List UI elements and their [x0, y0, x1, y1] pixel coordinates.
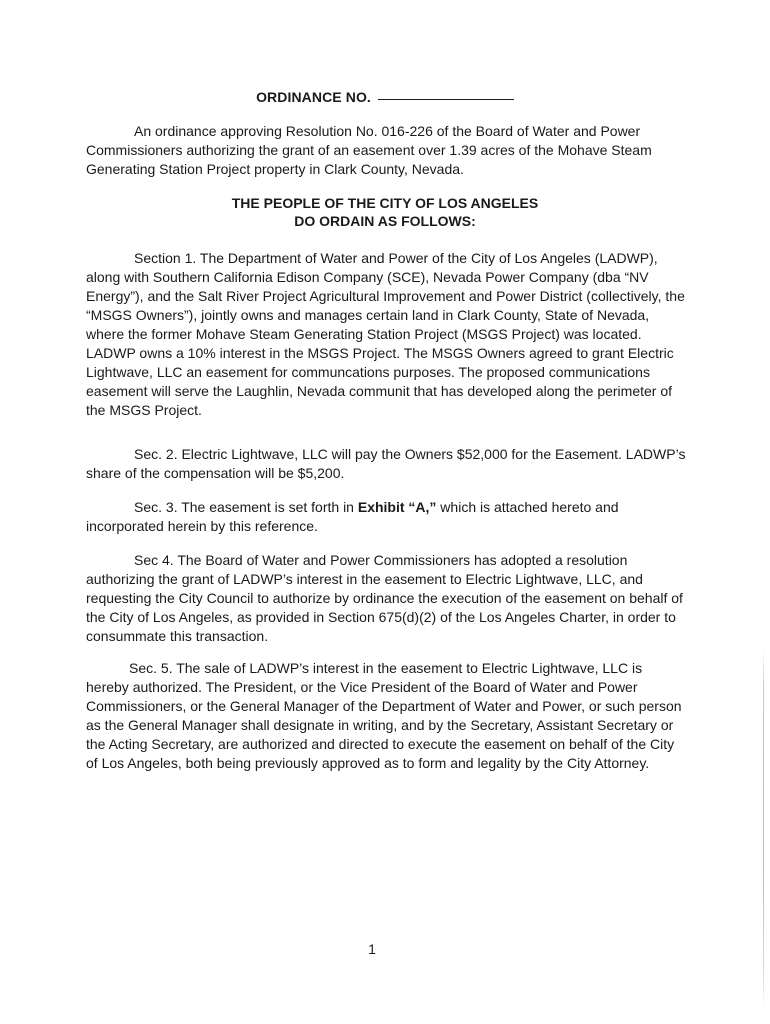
section-3-paragraph	[86, 498, 686, 536]
intro-paragraph: An ordinance approving Resolution No. 016-226 of the Board of Water and Power Commissioners authorizing the grant of an easement over 1.39 acres of the Mohave Steam Generating Station Project property in Clark County, Nevada.	[86, 123, 652, 177]
ordinance-title	[0, 89, 770, 105]
section-3-text-start: Sec. 3. The easement is set forth in	[134, 499, 358, 515]
page-number: 1	[368, 941, 376, 957]
enacting-clause-line-1: THE PEOPLE OF THE CITY OF LOS ANGELES	[231, 195, 539, 211]
enacting-clause	[0, 194, 770, 230]
section-1-paragraph: Section 1. The Department of Water and Power of the City of Los Angeles (LADWP), along with Southern California Edison Company (SCE), Nevada Power Company (dba “NV Energy”), and the Salt River Project Agricultural Improvement and Power District (collectively, the “MSGS Owners”), jointly owns and manages certain land in Clark County, State of Nevada, where the former Mohave Steam Generating Station Project (MSGS Project) was located. LADWP owns a 10% interest in the MSGS Project. The MSGS Owners agreed to grant Electric Lightwave, LLC an easement for communcations purposes. The proposed communications easement will serve the Laughlin, Nevada communit that has developed along the perimeter of the MSGS Project.	[86, 250, 685, 418]
scan-edge-line	[763, 650, 764, 1010]
ordinance-title-label: ORDINANCE NO.	[256, 89, 371, 105]
exhibit-a-reference: Exhibit “A,”	[357, 499, 437, 515]
section-3-text-end: which is attached hereto and incorporated herein by this reference.	[86, 499, 619, 534]
enacting-clause-line-2: DO ORDAIN AS FOLLOWS:	[294, 213, 476, 229]
section-2-paragraph: Sec. 2. Electric Lightwave, LLC will pay the Owners $52,000 for the Easement. LADWP’s share of the compensation will be $5,200.	[86, 446, 686, 481]
section-4-paragraph: Sec 4. The Board of Water and Power Commissioners has adopted a resolution authorizing the grant of LADWP’s interest in the easement to Electric Lightwave, LLC, and requesting the City Council to authorize by ordinance the execution of the easement on behalf of the City of Los Angeles, as provided in Section 675(d)(2) of the Los Angeles Charter, in order to consummate this transaction.	[86, 552, 683, 644]
section-5-paragraph: Sec. 5. The sale of LADWP’s interest in the easement to Electric Lightwave, LLC is hereby authorized. The President, or the Vice President of the Board of Water and Power Commissioners, or the General Manager of the Department of Water and Power, or such person as the General Manager shall designate in writing, and by the Secretary, Assistant Secretary or the Acting Secretary, are authorized and directed to execute the easement on behalf of the City of Los Angeles, both being previously approved as to form and legality by the City Attorney.	[86, 660, 682, 771]
ordinance-number-blank	[378, 99, 514, 100]
